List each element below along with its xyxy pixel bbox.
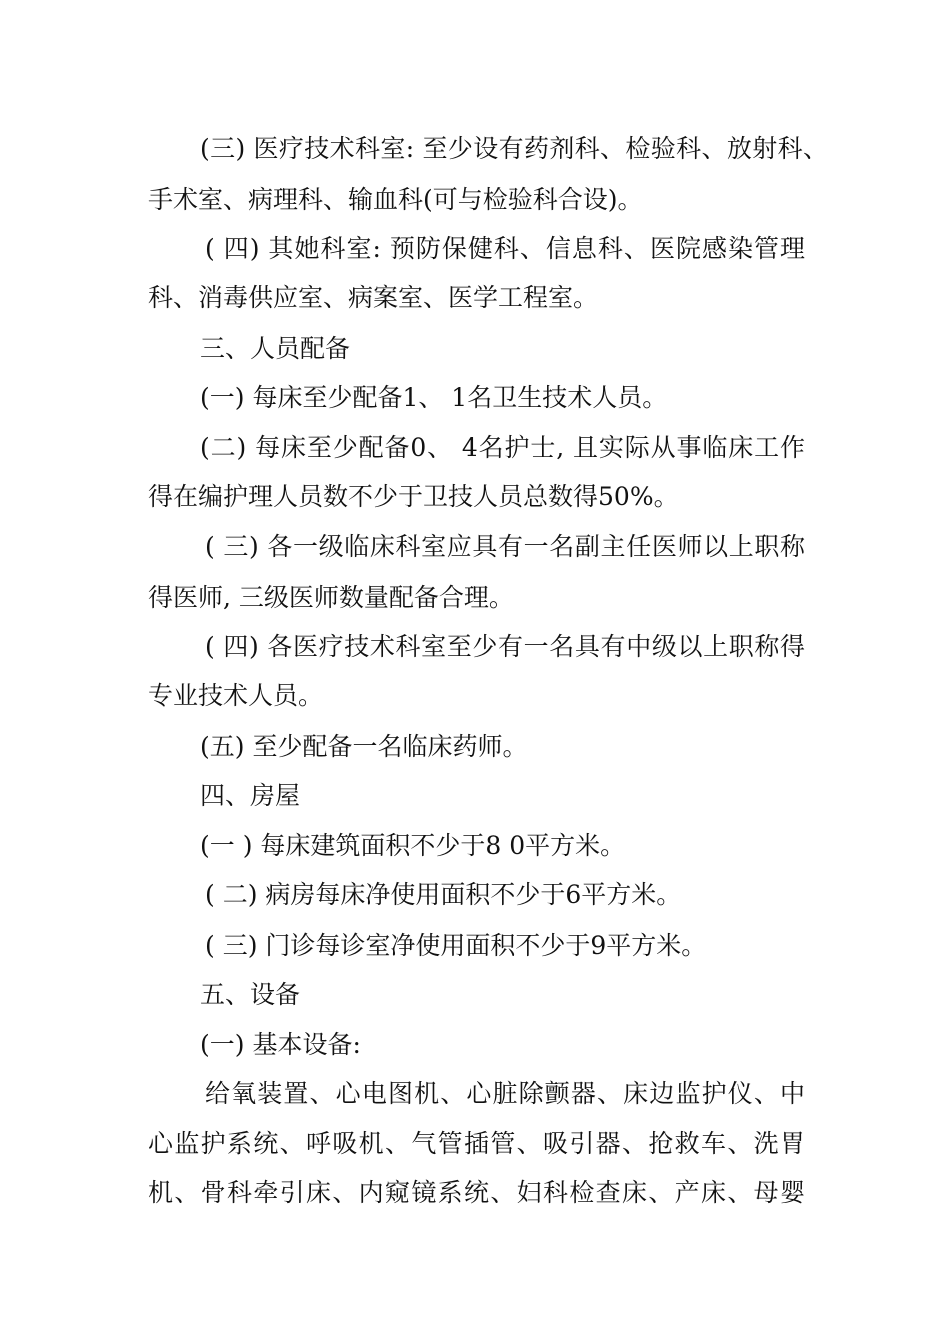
text-line: 得医师, 三级医师数量配备合理。	[148, 583, 514, 612]
text-line: (三) 医疗技术科室: 至少设有药剂科、检验科、放射科、	[200, 134, 828, 163]
text-line: 专业技术人员。	[148, 681, 324, 710]
text-line: (一) 每床至少配备1、 1名卫生技术人员。	[200, 383, 668, 412]
text-line: 给氧装置、心电图机、心脏除颤器、床边监护仪、中	[205, 1079, 805, 1108]
text-line: ( 二) 病房每床净使用面积不少于6平方米。	[205, 880, 682, 909]
section-heading: 五、设备	[200, 980, 301, 1009]
text-line: 心监护系统、呼吸机、气管插管、吸引器、抢救车、洗胃	[148, 1129, 805, 1158]
text-line: 科、消毒供应室、病案室、医学工程室。	[148, 283, 599, 312]
text-line: 手术室、病理科、输血科(可与检验科合设)。	[148, 185, 643, 214]
text-line: (一) 基本设备:	[200, 1030, 361, 1059]
text-line: 得在编护理人员数不少于卫技人员总数得50%。	[148, 482, 679, 511]
text-line: ( 四) 其她科室: 预防保健科、信息科、医院感染管理	[205, 234, 805, 263]
text-line: (二) 每床至少配备0、 4名护士, 且实际从事临床工作	[200, 433, 805, 462]
text-line: (一 ) 每床建筑面积不少于8 0平方米。	[200, 831, 626, 860]
section-heading: 三、人员配备	[200, 334, 351, 363]
text-line: ( 三) 各一级临床科室应具有一名副主任医师以上职称	[205, 532, 805, 561]
text-line: ( 四) 各医疗技术科室至少有一名具有中级以上职称得	[205, 632, 805, 661]
text-line: (五) 至少配备一名临床药师。	[200, 732, 528, 761]
text-line: ( 三) 门诊每诊室净使用面积不少于9平方米。	[205, 931, 707, 960]
section-heading: 四、房屋	[200, 781, 301, 810]
text-line: 机、骨科牵引床、内窥镜系统、妇科检查床、产床、母婴	[148, 1178, 805, 1207]
